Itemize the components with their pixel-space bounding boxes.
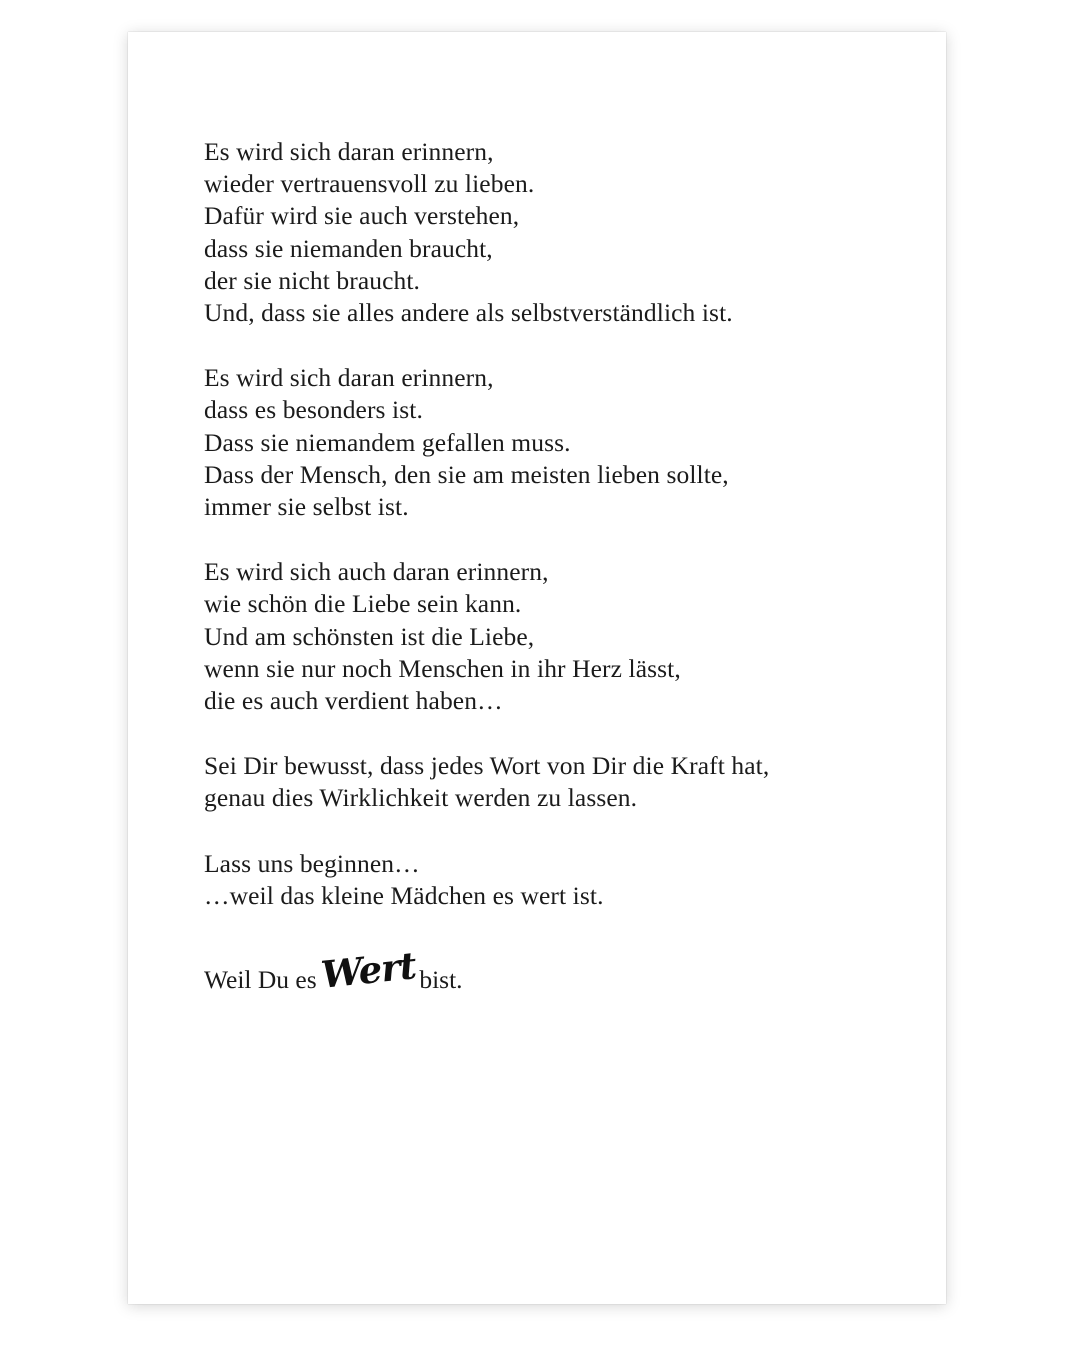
poem-line: dass sie niemanden braucht, xyxy=(204,233,493,263)
poem-line: Dafür wird sie auch verstehen, xyxy=(204,201,520,231)
poem-line: …weil das kleine Mädchen es wert ist. xyxy=(204,880,604,910)
stanza-3 xyxy=(204,556,884,717)
poem-line: immer sie selbst ist. xyxy=(204,492,409,522)
poem-body xyxy=(204,136,884,996)
poem-line: wieder vertrauensvoll zu lieben. xyxy=(204,169,535,199)
poem-line: Und am schönsten ist die Liebe, xyxy=(204,621,535,651)
poem-line: Lass uns beginnen… xyxy=(204,848,420,878)
poem-line: die es auch verdient haben… xyxy=(204,686,503,716)
signoff-script-word: Wert xyxy=(318,943,418,997)
poem-line: wie schön die Liebe sein kann. xyxy=(204,589,522,619)
poem-line: wenn sie nur noch Menschen in ihr Herz lässt, xyxy=(204,653,681,683)
poem-line: dass es besonders ist. xyxy=(204,395,423,425)
poem-line: Und, dass sie alles andere als selbstverständlich ist. xyxy=(204,298,733,328)
stanza-2 xyxy=(204,362,884,523)
stanza-1 xyxy=(204,136,884,329)
poem-line: Es wird sich daran erinnern, xyxy=(204,363,494,393)
stanza-5 xyxy=(204,848,884,912)
poem-line: der sie nicht braucht. xyxy=(204,265,421,295)
poem-line: Dass der Mensch, den sie am meisten lieben sollte, xyxy=(204,459,729,489)
signoff-prefix: Weil Du es xyxy=(204,965,317,995)
stanza-4 xyxy=(204,750,884,814)
poem-line: Es wird sich auch daran erinnern, xyxy=(204,557,549,587)
poem-line: Dass sie niemandem gefallen muss. xyxy=(204,427,571,457)
poem-line: Es wird sich daran erinnern, xyxy=(204,137,494,166)
poem-line: genau dies Wirklichkeit werden zu lassen. xyxy=(204,783,638,813)
signoff-line xyxy=(204,943,884,997)
paper-sheet xyxy=(128,32,946,1304)
signoff-suffix: bist. xyxy=(419,965,463,995)
poem-line: Sei Dir bewusst, dass jedes Wort von Dir die Kraft hat, xyxy=(204,751,770,781)
